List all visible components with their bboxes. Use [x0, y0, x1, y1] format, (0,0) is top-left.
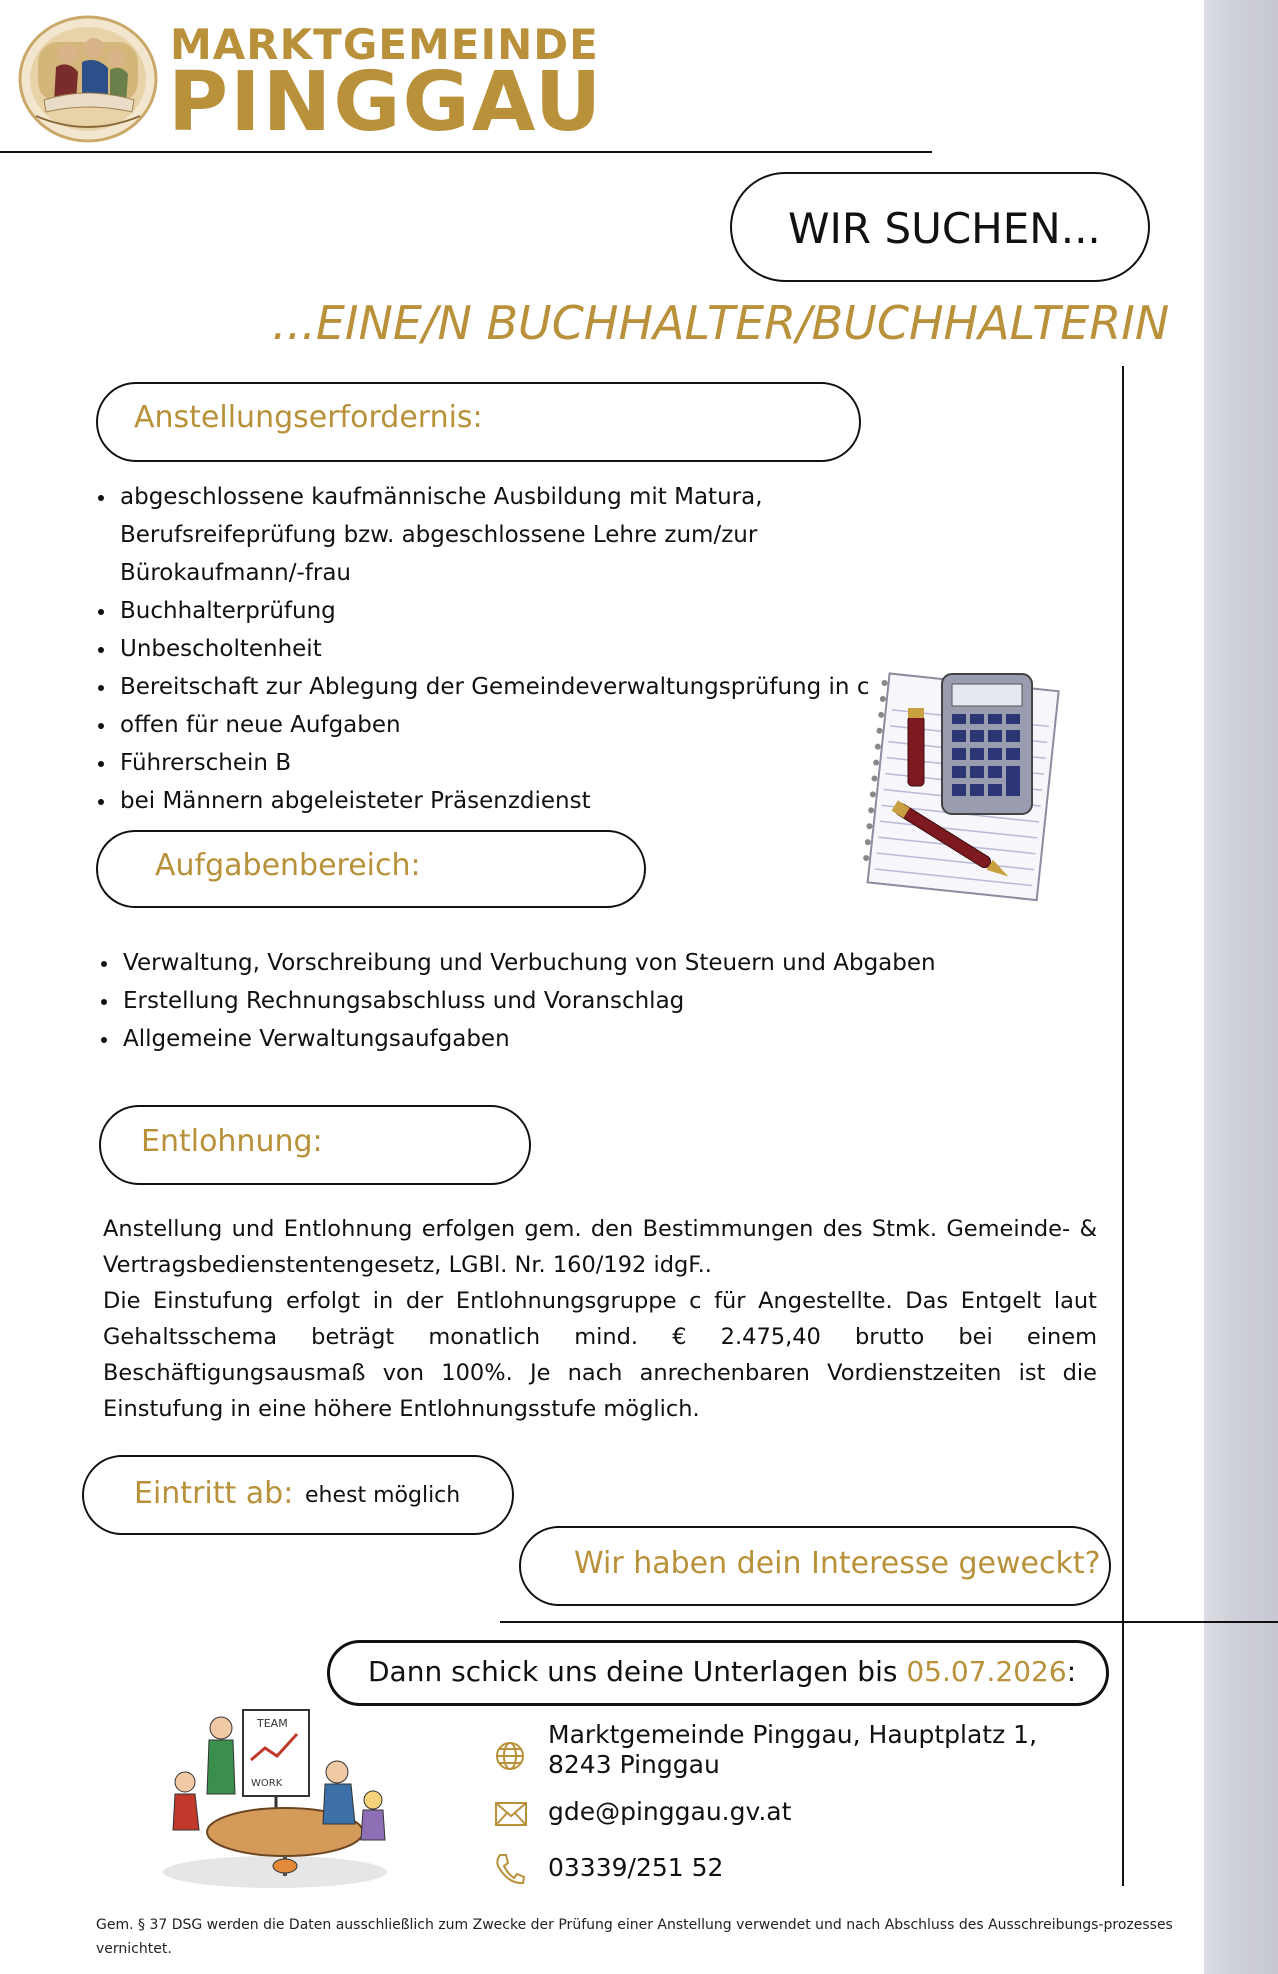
- board-top-text: TEAM: [257, 1717, 288, 1730]
- mail-icon: [494, 1801, 528, 1827]
- list-item: Unbescholtenheit: [96, 630, 1056, 668]
- address-line-2: 8243 Pinggau: [548, 1750, 720, 1779]
- coat-of-arms-logo: [16, 12, 161, 146]
- list-item: offen für neue Aufgaben: [96, 706, 1056, 744]
- job-title: ...EINE/N BUCHHALTER/BUCHHALTERIN: [272, 296, 1170, 350]
- start-date-label: Eintritt ab:: [134, 1476, 294, 1511]
- list-item: Verwaltung, Vorschreibung und Verbuchung von Steuern und Abgaben: [99, 944, 1059, 982]
- list-item: Buchhalterprüfung: [96, 592, 1056, 630]
- header-title-main: PINGGAU: [168, 55, 604, 150]
- header-rule: [0, 151, 932, 153]
- list-item: Allgemeine Verwaltungsaufgaben: [99, 1020, 1059, 1058]
- contact-phone[interactable]: 03339/251 52: [548, 1853, 724, 1882]
- apply-suffix: :: [1066, 1655, 1077, 1688]
- privacy-footnote: Gem. § 37 DSG werden die Daten ausschließlich zum Zwecke der Prüfung einer Anstellung verwendet und nach Abschluss des Ausschreibungs-prozesses vernichtet.: [96, 1917, 1173, 1957]
- address-line-1: Marktgemeinde Pinggau, Hauptplatz 1,: [548, 1720, 1038, 1749]
- list-item: bei Männern abgeleisteter Präsenzdienst: [96, 782, 1056, 820]
- badge-pill: [730, 172, 1150, 282]
- requirements-heading: Anstellungserfordernis:: [134, 400, 483, 435]
- calculator-notebook-illustration: [860, 668, 1070, 908]
- globe-icon: [494, 1740, 526, 1772]
- contact-email[interactable]: gde@pinggau.gv.at: [548, 1797, 792, 1826]
- header-title-top: MARKTGEMEINDE: [170, 20, 599, 69]
- contact-rule: [500, 1621, 1278, 1623]
- salary-paragraph-1: Anstellung und Entlohnung erfolgen gem. den Bestimmungen des Stmk. Gemeinde- & Vertragsbedienstentengesetz, LGBl. Nr. 160/192 idgF..: [103, 1216, 1097, 1278]
- list-item: Bereitschaft zur Ablegung der Gemeindeverwaltungsprüfung in c: [96, 668, 1056, 706]
- badge-text: WIR SUCHEN...: [788, 204, 1101, 253]
- tasks-heading: Aufgabenbereich:: [155, 848, 421, 883]
- list-item: Erstellung Rechnungsabschluss und Voranschlag: [99, 982, 1059, 1020]
- board-bottom-text: WORK: [251, 1778, 283, 1789]
- teamwork-illustration: [155, 1700, 395, 1890]
- list-item: abgeschlossene kaufmännische Ausbildung mit Matura, Berufsreifeprüfung bzw. abgeschlossene Lehre zum/zur Bürokaufmann/-frau: [96, 478, 880, 592]
- deadline-date: 05.07.2026: [906, 1655, 1067, 1688]
- right-divider: [1122, 366, 1124, 1886]
- list-item: Führerschein B: [96, 744, 1056, 782]
- salary-heading: Entlohnung:: [141, 1124, 323, 1159]
- start-date-value: ehest möglich: [305, 1483, 461, 1508]
- salary-paragraph-2: Die Einstufung erfolgt in der Entlohnungsgruppe c für Angestellte. Das Entgelt laut Gehaltsschema beträgt monatlich mind. € 2.475,40 brutto bei einem Beschäftigungsausmaß von 100%. Je nach anrechenbaren Vordienstzeiten ist die Einstufung in eine höhere Entlohnungsstufe möglich.: [103, 1288, 1097, 1422]
- phone-icon: [494, 1852, 526, 1886]
- paper-edge: [1204, 0, 1278, 1974]
- apply-text: Dann schick uns deine Unterlagen bis: [368, 1655, 898, 1688]
- interest-text: Wir haben dein Interesse geweckt?: [574, 1546, 1101, 1581]
- tasks-list: [99, 944, 1059, 1058]
- contact-address[interactable]: [548, 1720, 1037, 1780]
- apply-line: [368, 1655, 1076, 1688]
